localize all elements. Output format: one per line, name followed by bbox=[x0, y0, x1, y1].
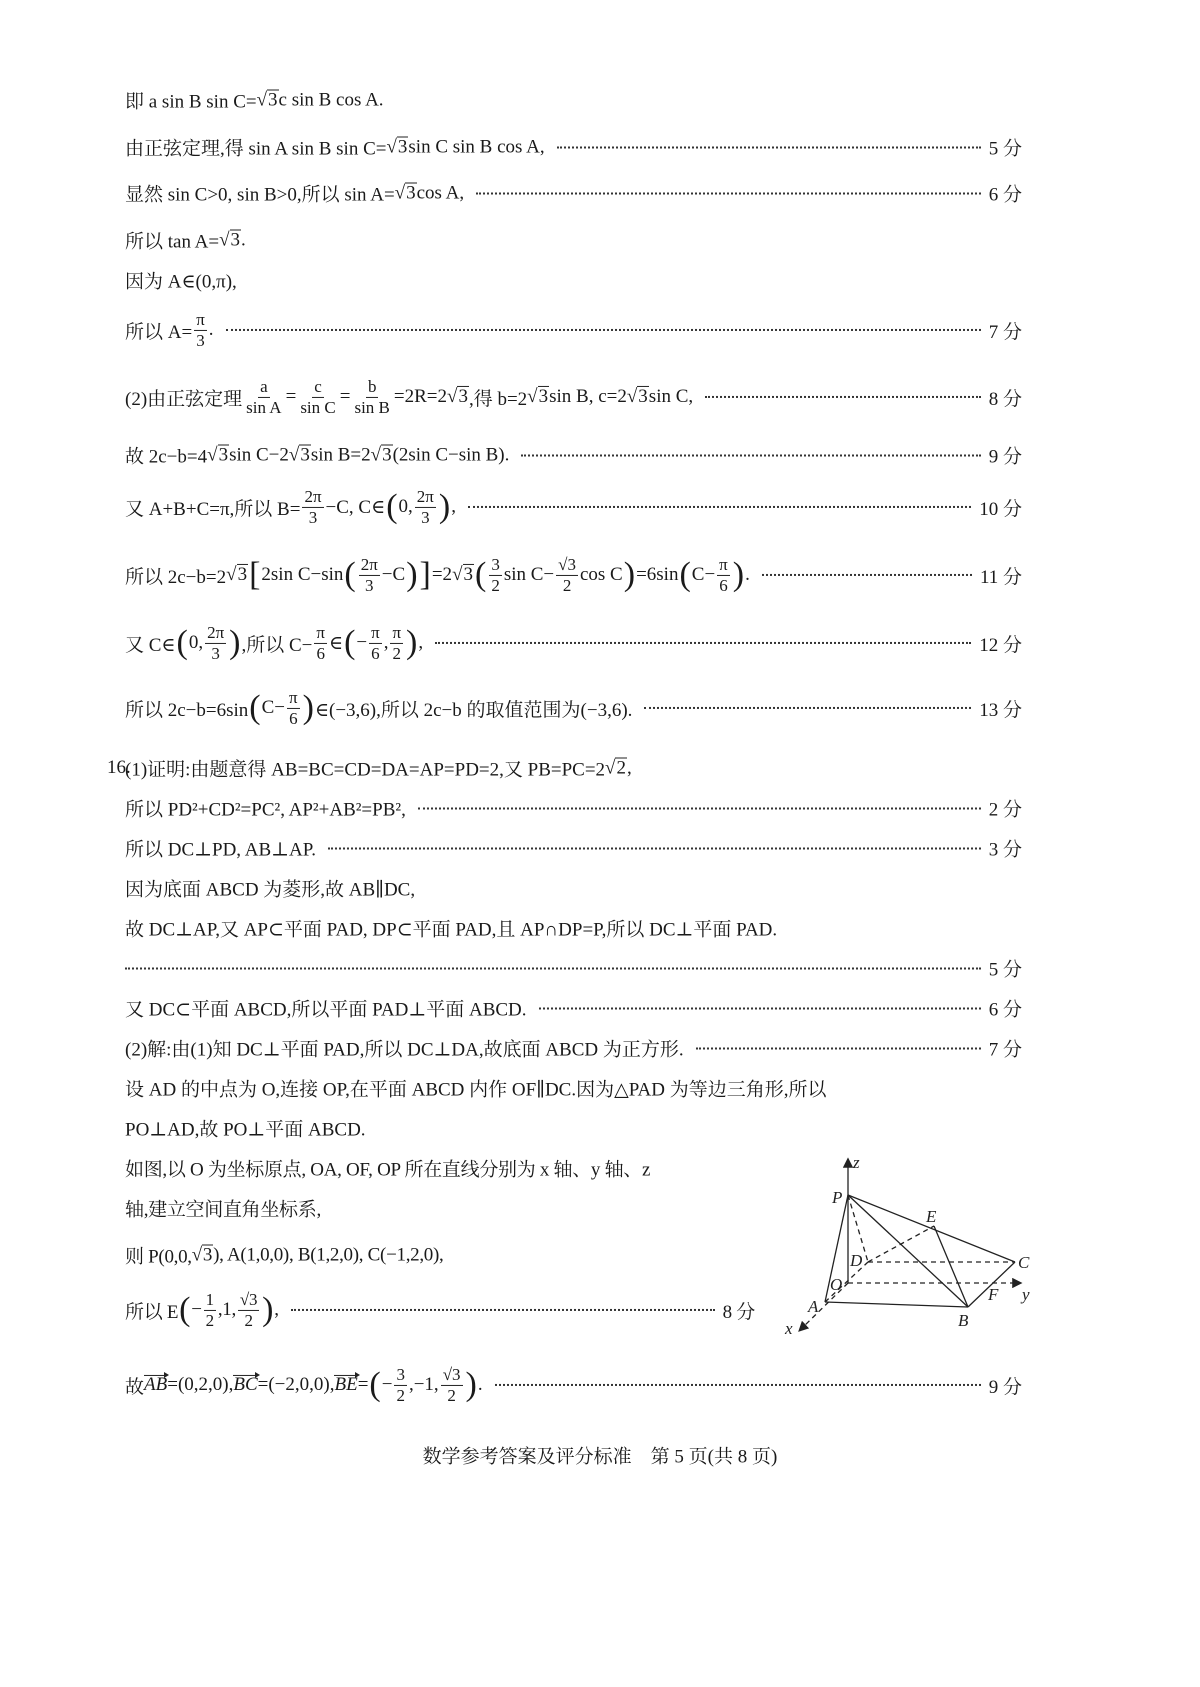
text-line bbox=[125, 835, 1022, 862]
large-bracket: ) bbox=[732, 556, 745, 593]
text-segment: . bbox=[745, 564, 750, 585]
text-line bbox=[125, 310, 1022, 350]
fraction-numerator: √3 bbox=[558, 554, 576, 574]
text-segment: 2sin C−sin bbox=[261, 564, 344, 585]
dotted-leader bbox=[291, 1309, 715, 1311]
fraction-numerator: π bbox=[289, 687, 298, 707]
dotted-leader bbox=[435, 642, 971, 644]
text-segment: 即 a sin B sin C= bbox=[125, 91, 257, 113]
large-bracket: ( bbox=[475, 556, 487, 593]
fraction bbox=[244, 377, 283, 417]
square-root bbox=[627, 386, 649, 408]
text-segment: 所以 DC⊥PD, AB⊥AP. bbox=[125, 839, 316, 861]
fraction bbox=[238, 1290, 259, 1330]
fraction-denominator: 3 bbox=[308, 507, 318, 527]
line-content bbox=[125, 995, 527, 1022]
text-segment: (2sin C−sin B). bbox=[392, 444, 510, 465]
dotted-leader bbox=[705, 396, 981, 398]
radical-sign-icon: √ bbox=[219, 229, 230, 250]
radical-sign-icon: √ bbox=[605, 757, 616, 778]
text-segment: ∈ bbox=[328, 632, 344, 654]
score-points: 11 分 bbox=[979, 566, 1022, 588]
radicand: 3 bbox=[237, 564, 248, 585]
label-e: E bbox=[926, 1207, 937, 1226]
fraction-denominator: 2 bbox=[392, 643, 401, 663]
large-bracket: ( bbox=[249, 689, 261, 726]
dotted-leader bbox=[418, 807, 981, 809]
line-content bbox=[125, 487, 456, 527]
text-segment: = bbox=[339, 386, 351, 407]
line-content bbox=[125, 227, 246, 254]
square-root bbox=[395, 182, 417, 204]
fraction-denominator: 2 bbox=[244, 1310, 253, 1330]
line-content bbox=[125, 755, 632, 782]
score-points: 8 分 bbox=[988, 388, 1022, 410]
fraction bbox=[194, 310, 207, 350]
line-content bbox=[125, 795, 406, 822]
text-segment: 所以 E bbox=[125, 1301, 179, 1323]
text-line bbox=[125, 555, 1022, 595]
fraction bbox=[204, 1290, 216, 1330]
line-content bbox=[125, 1242, 443, 1269]
fraction-numerator: a bbox=[260, 376, 268, 396]
fraction-denominator: sin C bbox=[300, 397, 336, 417]
radical-sign-icon: √ bbox=[370, 444, 382, 465]
large-bracket: ] bbox=[419, 556, 431, 593]
question-number: 16. bbox=[107, 757, 131, 778]
text-segment: =(−2,0,0), bbox=[257, 1374, 335, 1395]
text-segment: C− bbox=[261, 697, 286, 718]
line-content bbox=[125, 1290, 279, 1330]
score-points: 9 分 bbox=[988, 446, 1022, 468]
fraction bbox=[314, 623, 327, 663]
radical-sign-icon: √ bbox=[452, 564, 463, 585]
text-segment: 因为 A∈(0,π), bbox=[125, 271, 237, 293]
square-root bbox=[192, 1244, 213, 1266]
fraction-numerator: 3 bbox=[396, 1364, 405, 1384]
text-segment: 所以 A= bbox=[125, 321, 193, 343]
score-points: 12 分 bbox=[979, 634, 1022, 656]
text-segment: 所以 tan A= bbox=[125, 231, 220, 253]
score-points: 9 分 bbox=[988, 1376, 1022, 1398]
line-content bbox=[125, 688, 632, 728]
text-segment: 故 DC⊥AP,又 AP⊂平面 PAD, DP⊂平面 PAD,且 AP∩DP=P,所以 DC⊥平面 PAD. bbox=[125, 919, 778, 941]
square-root bbox=[207, 444, 229, 466]
text-segment: −C, C∈ bbox=[325, 496, 386, 518]
large-bracket: ( bbox=[344, 556, 356, 593]
text-line bbox=[125, 267, 1022, 294]
fraction-numerator: π bbox=[392, 622, 402, 642]
score-points: 7 分 bbox=[988, 321, 1022, 343]
fraction-denominator: 3 bbox=[196, 330, 205, 350]
radicand: 3 bbox=[406, 182, 416, 203]
large-bracket: ( bbox=[679, 556, 691, 593]
text-segment: sin B=2 bbox=[310, 444, 371, 465]
text-segment: 0, bbox=[398, 496, 413, 517]
fraction-numerator: 3 bbox=[491, 554, 500, 574]
text-segment: , bbox=[383, 632, 389, 653]
text-line bbox=[125, 1290, 755, 1330]
line-content bbox=[125, 1365, 483, 1405]
text-line bbox=[125, 755, 1022, 782]
radical-sign-icon: √ bbox=[394, 182, 406, 203]
fraction bbox=[717, 555, 730, 595]
score-points: 5 分 bbox=[988, 959, 1022, 981]
large-bracket: ( bbox=[386, 488, 398, 525]
fraction bbox=[287, 688, 300, 728]
text-segment: 所以 2c−b=2 bbox=[125, 566, 227, 588]
label-p: P bbox=[832, 1188, 843, 1207]
label-f: F bbox=[988, 1285, 999, 1304]
label-y: y bbox=[1022, 1285, 1030, 1304]
fraction-denominator: 3 bbox=[421, 507, 430, 527]
text-line bbox=[125, 995, 1022, 1022]
fraction-numerator: π bbox=[371, 622, 380, 642]
fraction bbox=[369, 623, 382, 663]
edge-pb bbox=[848, 1195, 968, 1307]
large-bracket: ( bbox=[176, 624, 188, 661]
page-footer: 数学参考答案及评分标准 第 5 页(共 8 页) bbox=[422, 1446, 778, 1468]
radicand: 3 bbox=[382, 444, 392, 465]
dotted-leader bbox=[644, 707, 971, 709]
label-z: z bbox=[853, 1153, 860, 1172]
line-content bbox=[125, 377, 693, 417]
large-bracket: ) bbox=[465, 1366, 477, 1403]
line-content bbox=[125, 134, 545, 161]
dotted-leader bbox=[495, 1384, 981, 1386]
line-content bbox=[125, 1115, 366, 1142]
text-segment: (2)由正弦定理 bbox=[125, 388, 243, 410]
line-content bbox=[125, 87, 384, 114]
fraction-denominator: 6 bbox=[371, 643, 380, 663]
text-segment: − bbox=[381, 1374, 393, 1395]
fraction-numerator: c bbox=[314, 376, 322, 396]
text-segment: (2)解:由(1)知 DC⊥平面 PAD,所以 DC⊥DA,故底面 ABCD 为正方形. bbox=[125, 1039, 684, 1061]
line-content bbox=[125, 442, 509, 469]
large-bracket: ) bbox=[623, 556, 636, 593]
line-content bbox=[125, 1155, 650, 1182]
dotted-leader bbox=[539, 1007, 981, 1009]
label-b: B bbox=[958, 1311, 969, 1330]
radicand: 3 bbox=[463, 564, 473, 585]
square-root bbox=[226, 564, 248, 586]
square-root bbox=[452, 564, 474, 586]
text-segment: 所以 2c−b=6sin bbox=[125, 699, 249, 721]
text-segment: 由正弦定理,得 sin A sin B sin C= bbox=[125, 138, 387, 160]
text-segment: − bbox=[356, 632, 368, 653]
fraction-denominator: 3 bbox=[211, 643, 220, 663]
large-bracket: ) bbox=[406, 556, 418, 593]
text-segment: . bbox=[241, 229, 246, 250]
fraction-denominator: 6 bbox=[719, 575, 728, 595]
label-x: x bbox=[785, 1319, 793, 1338]
text-segment: 轴,建立空间直角坐标系, bbox=[125, 1199, 321, 1221]
large-bracket: ( bbox=[179, 1291, 191, 1328]
edge-eb bbox=[934, 1226, 968, 1307]
text-segment: , bbox=[418, 632, 424, 653]
large-bracket: ( bbox=[369, 1366, 381, 1403]
fraction-denominator: sin A bbox=[246, 397, 282, 417]
text-segment: 故 bbox=[125, 1376, 145, 1398]
text-segment: , bbox=[451, 496, 456, 517]
radicand: 3 bbox=[268, 89, 278, 110]
dotted-leader bbox=[557, 146, 981, 148]
fraction-numerator: b bbox=[367, 376, 377, 396]
text-segment: = bbox=[285, 386, 297, 407]
line-content bbox=[125, 835, 316, 862]
text-segment: −C bbox=[381, 564, 406, 585]
large-bracket: ) bbox=[229, 624, 241, 661]
text-segment: ,−1, bbox=[408, 1374, 439, 1395]
text-segment: C− bbox=[691, 564, 716, 585]
line-content bbox=[125, 1035, 684, 1062]
fraction bbox=[441, 1365, 463, 1405]
line-content bbox=[125, 875, 415, 902]
text-segment: 故 2c−b=4 bbox=[125, 446, 208, 468]
square-root bbox=[289, 444, 311, 466]
large-bracket: ) bbox=[262, 1291, 274, 1328]
vector: AB bbox=[144, 1374, 168, 1395]
text-segment: sin C sin B cos A, bbox=[408, 136, 545, 157]
edge-de bbox=[868, 1226, 934, 1262]
dotted-leader bbox=[762, 574, 972, 576]
text-segment: =6sin bbox=[636, 564, 679, 585]
radical-sign-icon: √ bbox=[626, 386, 638, 407]
radical-sign-icon: √ bbox=[256, 89, 268, 110]
radicand: 3 bbox=[218, 444, 229, 465]
text-segment: sin C, bbox=[648, 386, 694, 407]
dotted-leader bbox=[521, 454, 980, 456]
score-points: 3 分 bbox=[988, 839, 1022, 861]
fraction-numerator: 2π bbox=[416, 486, 434, 506]
square-root bbox=[527, 386, 549, 408]
text-line bbox=[125, 1115, 1022, 1142]
square-root bbox=[219, 229, 241, 251]
vector: BE bbox=[334, 1374, 358, 1395]
radicand: 3 bbox=[300, 444, 310, 465]
fraction-numerator: 2π bbox=[360, 554, 378, 574]
fraction-denominator: 2 bbox=[562, 575, 572, 595]
text-line bbox=[125, 795, 1022, 822]
line-content bbox=[125, 1195, 321, 1222]
fraction bbox=[415, 487, 436, 527]
score-points: 2 分 bbox=[988, 799, 1022, 821]
label-c: C bbox=[1018, 1253, 1030, 1272]
text-line bbox=[125, 377, 1022, 417]
text-line bbox=[125, 487, 1022, 527]
fraction bbox=[352, 377, 391, 417]
fraction bbox=[390, 623, 403, 663]
label-a: A bbox=[808, 1297, 819, 1316]
fraction-denominator: 2 bbox=[205, 1310, 214, 1330]
text-segment: 0, bbox=[188, 632, 204, 653]
large-bracket: ( bbox=[344, 624, 356, 661]
radicand: 3 bbox=[202, 1244, 213, 1265]
text-segment: =2 bbox=[431, 564, 453, 585]
text-line bbox=[125, 1195, 755, 1222]
large-bracket: ) bbox=[438, 488, 451, 525]
radical-sign-icon: √ bbox=[288, 444, 300, 465]
fraction bbox=[359, 555, 380, 595]
radical-sign-icon: √ bbox=[226, 564, 237, 585]
score-points: 6 分 bbox=[988, 184, 1022, 206]
text-line bbox=[125, 1242, 755, 1269]
text-segment: 设 AD 的中点为 O,连接 OP,在平面 ABCD 内作 OF∥DC.因为△PAD 为等边三角形,所以 bbox=[125, 1079, 827, 1101]
fraction-denominator: 6 bbox=[289, 708, 298, 728]
fraction bbox=[302, 487, 323, 527]
fraction bbox=[556, 555, 578, 595]
line-content bbox=[125, 180, 464, 207]
fraction-numerator: 2π bbox=[304, 486, 322, 506]
radical-sign-icon: √ bbox=[527, 386, 538, 407]
text-line bbox=[125, 955, 1022, 982]
dotted-leader bbox=[125, 967, 981, 969]
text-segment: − bbox=[191, 1299, 202, 1320]
line-content bbox=[125, 623, 423, 663]
text-segment: sin C− bbox=[503, 564, 555, 585]
text-line bbox=[125, 1155, 755, 1182]
dotted-leader bbox=[476, 192, 981, 194]
score-points: 13 分 bbox=[979, 699, 1022, 721]
label-o: O bbox=[830, 1275, 843, 1294]
line-content bbox=[125, 915, 777, 942]
text-segment: cos A, bbox=[416, 182, 465, 203]
edge-pc bbox=[848, 1195, 1015, 1262]
fraction-numerator: π bbox=[316, 622, 325, 642]
text-line bbox=[125, 180, 1022, 207]
text-segment: ,得 b=2 bbox=[468, 388, 528, 410]
fraction-numerator: 1 bbox=[205, 1289, 214, 1309]
text-line bbox=[125, 1075, 1022, 1102]
fraction bbox=[489, 555, 502, 595]
radical-sign-icon: √ bbox=[191, 1244, 202, 1265]
large-bracket: ) bbox=[302, 689, 314, 726]
text-segment: 所以 PD²+CD²=PC², AP²+AB²=PB², bbox=[125, 799, 406, 821]
text-line bbox=[125, 875, 1022, 902]
text-segment: = bbox=[357, 1374, 369, 1395]
text-segment: . bbox=[477, 1374, 483, 1395]
square-root bbox=[447, 386, 469, 408]
text-segment: , bbox=[274, 1299, 279, 1320]
text-segment: 又 DC⊂平面 ABCD,所以平面 PAD⊥平面 ABCD. bbox=[125, 999, 527, 1021]
dotted-leader bbox=[468, 506, 971, 508]
radicand: 3 bbox=[458, 386, 468, 407]
fraction bbox=[298, 377, 337, 417]
fraction-denominator: sin B bbox=[354, 397, 390, 417]
radical-sign-icon: √ bbox=[386, 136, 397, 157]
square-root bbox=[371, 444, 393, 466]
line-content bbox=[125, 555, 750, 595]
square-root bbox=[257, 89, 279, 111]
text-line bbox=[125, 1035, 1022, 1062]
text-segment: ∈(−3,6),所以 2c−b 的取值范围为(−3,6). bbox=[314, 699, 633, 721]
radicand: 2 bbox=[616, 757, 626, 778]
line-content bbox=[125, 310, 214, 350]
fraction-denominator: 2 bbox=[491, 575, 500, 595]
fraction-numerator: π bbox=[196, 309, 205, 329]
score-points: 5 分 bbox=[988, 138, 1022, 160]
fraction-numerator: √3 bbox=[442, 1364, 461, 1384]
text-line bbox=[125, 915, 1022, 942]
square-root bbox=[386, 136, 408, 158]
fraction bbox=[394, 1365, 407, 1405]
fraction-denominator: 2 bbox=[396, 1385, 405, 1405]
fraction-numerator: √3 bbox=[239, 1289, 258, 1309]
dotted-leader bbox=[328, 847, 981, 849]
text-segment: 又 C∈ bbox=[125, 634, 176, 656]
radicand: 3 bbox=[638, 386, 648, 407]
text-segment: sin C−2 bbox=[229, 444, 289, 465]
pyramid-coordinate-figure bbox=[780, 1150, 1060, 1350]
fraction-numerator: π bbox=[719, 554, 728, 574]
text-segment: c sin B cos A. bbox=[278, 89, 384, 110]
text-line bbox=[125, 227, 1022, 254]
text-line bbox=[125, 442, 1022, 469]
score-points: 7 分 bbox=[988, 1039, 1022, 1061]
text-segment: PO⊥AD,故 PO⊥平面 ABCD. bbox=[125, 1119, 366, 1141]
text-segment: sin B, c=2 bbox=[549, 386, 627, 407]
text-segment: (1)证明:由题意得 AB=BC=CD=DA=AP=PD=2,又 PB=PC=2 bbox=[125, 759, 606, 781]
radical-sign-icon: √ bbox=[207, 444, 218, 465]
line-content bbox=[125, 1075, 826, 1102]
fraction-numerator: 2π bbox=[207, 622, 225, 642]
text-segment: 如图,以 O 为坐标原点, OA, OF, OP 所在直线分别为 x 轴、y 轴、z bbox=[125, 1159, 651, 1181]
text-line bbox=[125, 134, 1022, 161]
text-segment: ,1, bbox=[217, 1299, 236, 1320]
large-bracket: ) bbox=[406, 624, 418, 661]
text-segment: 因为底面 ABCD 为菱形,故 AB∥DC, bbox=[125, 879, 416, 901]
dotted-leader bbox=[226, 329, 981, 331]
edge-ab bbox=[825, 1302, 968, 1307]
label-d: D bbox=[850, 1251, 863, 1270]
fraction-denominator: 2 bbox=[447, 1385, 456, 1405]
score-points: 8 分 bbox=[722, 1301, 755, 1323]
text-segment: =(0,2,0), bbox=[167, 1374, 234, 1395]
text-segment: ), A(1,0,0), B(1,2,0), C(−1,2,0), bbox=[213, 1244, 444, 1265]
score-points: 10 分 bbox=[979, 498, 1022, 520]
vector: BC bbox=[233, 1374, 258, 1395]
dotted-leader bbox=[696, 1047, 981, 1049]
text-segment: cos C bbox=[579, 564, 623, 585]
text-segment: . bbox=[208, 319, 214, 340]
text-segment: , bbox=[626, 757, 632, 778]
text-segment: 又 A+B+C=π,所以 B= bbox=[125, 498, 301, 520]
text-segment: 显然 sin C>0, sin B>0,所以 sin A= bbox=[125, 184, 395, 206]
text-segment: 则 P(0,0, bbox=[125, 1246, 192, 1268]
square-root bbox=[605, 757, 627, 779]
radicand: 3 bbox=[538, 386, 549, 407]
radical-sign-icon: √ bbox=[447, 386, 458, 407]
fraction-denominator: 6 bbox=[316, 643, 325, 663]
fraction bbox=[205, 623, 226, 663]
line-content bbox=[125, 267, 237, 294]
score-points: 6 分 bbox=[988, 999, 1022, 1021]
radicand: 3 bbox=[397, 136, 408, 157]
text-line bbox=[125, 688, 1022, 728]
radicand: 3 bbox=[230, 229, 241, 250]
text-line bbox=[125, 1365, 1022, 1405]
large-bracket: [ bbox=[249, 556, 261, 593]
text-line bbox=[125, 623, 1022, 663]
fraction-denominator: 3 bbox=[365, 575, 374, 595]
text-line bbox=[125, 87, 1022, 114]
text-segment: ,所以 C− bbox=[241, 634, 313, 656]
text-segment: =2R=2 bbox=[393, 386, 448, 407]
